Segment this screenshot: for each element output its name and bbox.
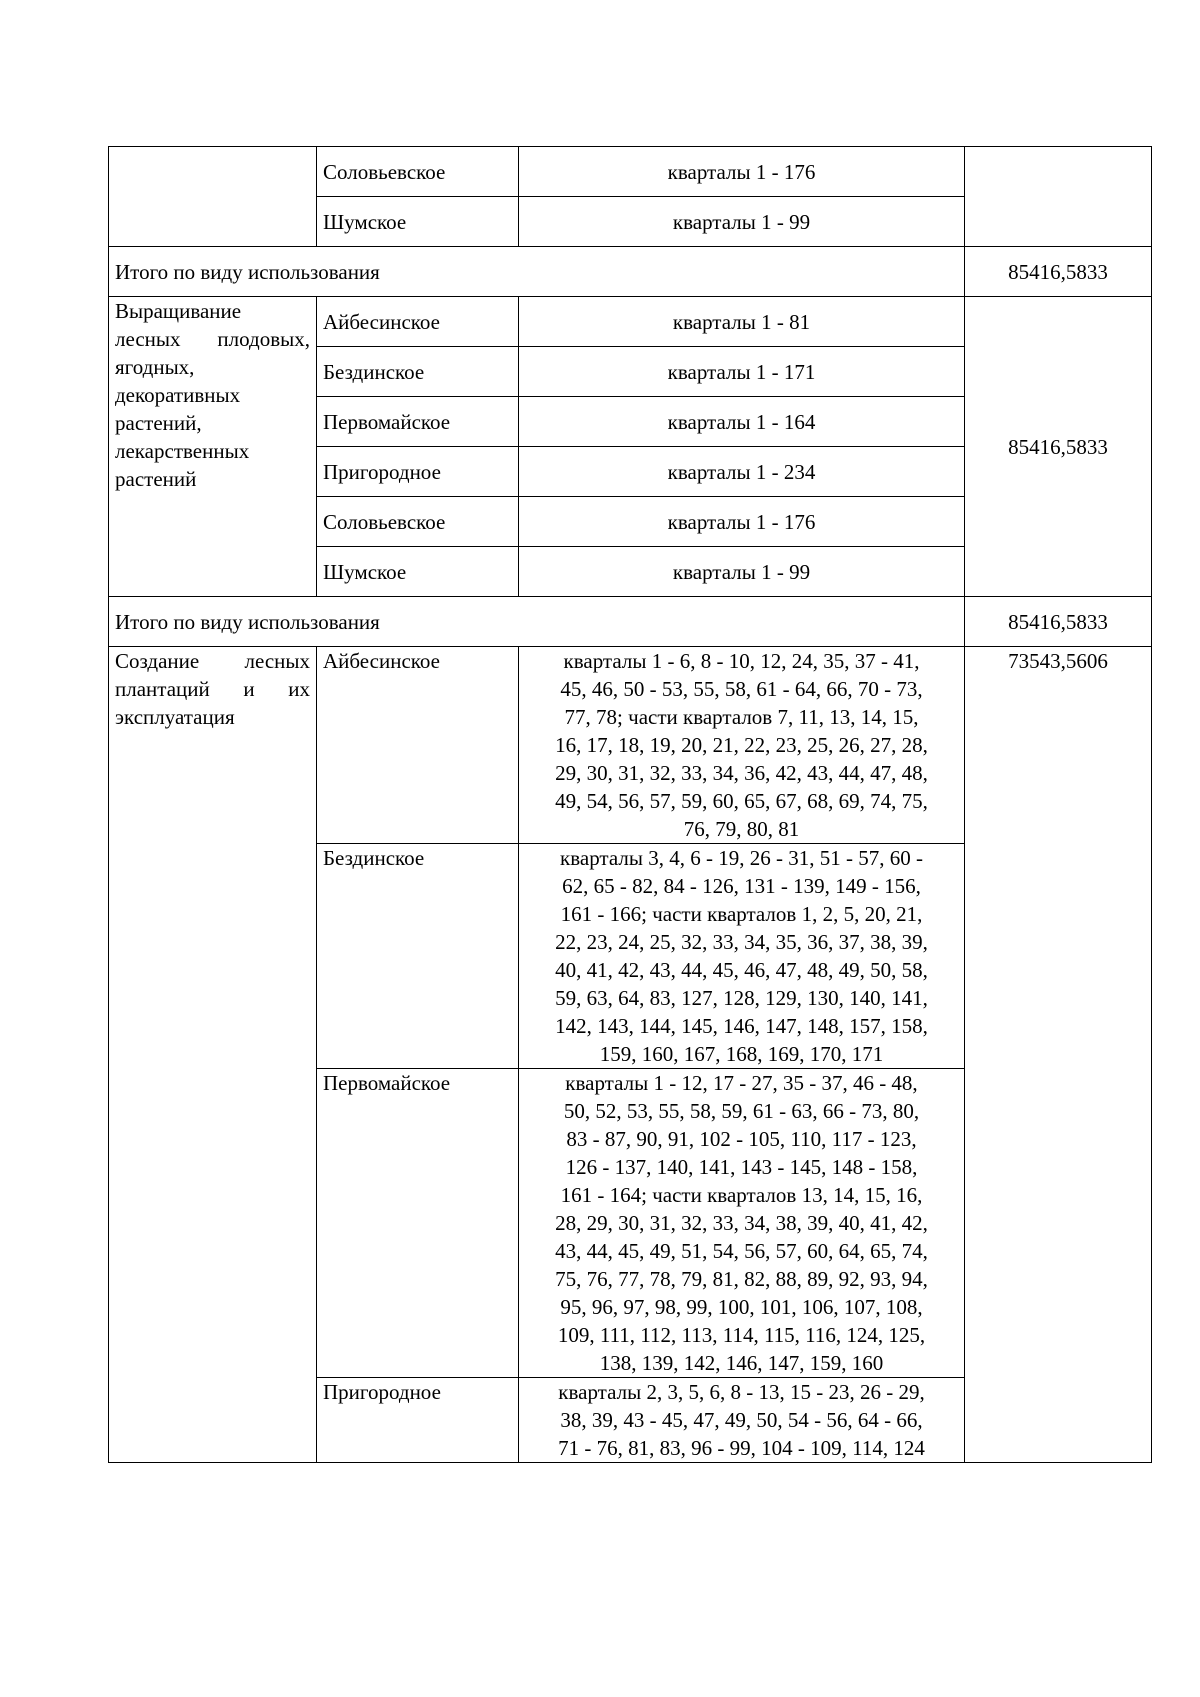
quarters-line: 126 - 137, 140, 141, 143 - 145, 148 - 158,: [565, 1155, 918, 1179]
quarters-line: 83 - 87, 90, 91, 102 - 105, 110, 117 - 123,: [566, 1127, 917, 1151]
quarters-line: 71 - 76, 81, 83, 96 - 99, 104 - 109, 114, 124: [558, 1436, 925, 1460]
quarters-line: 45, 46, 50 - 53, 55, 58, 61 - 64, 66, 70 - 73,: [560, 677, 923, 701]
area-cell-empty: [965, 147, 1152, 247]
total-label: Итого по виду использования: [109, 247, 965, 297]
table-row: [109, 297, 1152, 347]
forestry-cell: Первомайское: [317, 1069, 519, 1378]
quarters-cell: кварталы 1 - 81: [519, 297, 965, 347]
forestry-cell: Шумское: [317, 197, 519, 247]
forestry-cell: Бездинское: [317, 347, 519, 397]
quarters-line: кварталы 1 - 6, 8 - 10, 12, 24, 35, 37 - 41,: [563, 649, 920, 673]
quarters-line: 59, 63, 64, 83, 127, 128, 129, 130, 140, 141,: [555, 986, 928, 1010]
total-label: Итого по виду использования: [109, 597, 965, 647]
quarters-cell: кварталы 1 - 176: [519, 147, 965, 197]
area-cell: 85416,5833: [965, 297, 1152, 597]
quarters-line: 159, 160, 167, 168, 169, 170, 171: [599, 1042, 884, 1066]
quarters-line: 28, 29, 30, 31, 32, 33, 34, 38, 39, 40, 41, 42,: [555, 1211, 928, 1235]
use-cell-empty: [109, 147, 317, 247]
quarters-line: 50, 52, 53, 55, 58, 59, 61 - 63, 66 - 73, 80,: [563, 1099, 920, 1123]
quarters-cell: [519, 1069, 965, 1378]
quarters-line: 62, 65 - 82, 84 - 126, 131 - 139, 149 - 156,: [562, 874, 921, 898]
area-cell: 73543,5606: [965, 647, 1152, 1463]
forestry-cell: Соловьевское: [317, 147, 519, 197]
quarters-cell: кварталы 1 - 99: [519, 547, 965, 597]
forestry-cell: Соловьевское: [317, 497, 519, 547]
total-row: [109, 247, 1152, 297]
quarters-line: 161 - 164; части кварталов 13, 14, 15, 16,: [560, 1183, 923, 1207]
quarters-line: 38, 39, 43 - 45, 47, 49, 50, 54 - 56, 64 - 66,: [560, 1408, 923, 1432]
forestry-cell: Айбесинское: [317, 647, 519, 844]
forestry-cell: Бездинское: [317, 844, 519, 1069]
use-type-cell: Создание лесных плантаций и их эксплуатация: [109, 647, 317, 1463]
forestry-cell: Айбесинское: [317, 297, 519, 347]
quarters-cell: кварталы 1 - 176: [519, 497, 965, 547]
quarters-line: 75, 76, 77, 78, 79, 81, 82, 88, 89, 92, 93, 94,: [555, 1267, 928, 1291]
quarters-line: 95, 96, 97, 98, 99, 100, 101, 106, 107, 108,: [560, 1295, 923, 1319]
quarters-line: кварталы 3, 4, 6 - 19, 26 - 31, 51 - 57, 60 -: [560, 846, 923, 870]
quarters-cell: кварталы 1 - 234: [519, 447, 965, 497]
total-row: [109, 597, 1152, 647]
quarters-line: 142, 143, 144, 145, 146, 147, 148, 157, 158,: [555, 1014, 928, 1038]
quarters-line: кварталы 1 - 12, 17 - 27, 35 - 37, 46 - 48,: [565, 1071, 918, 1095]
quarters-line: 40, 41, 42, 43, 44, 45, 46, 47, 48, 49, 50, 58,: [555, 958, 928, 982]
quarters-cell: кварталы 1 - 171: [519, 347, 965, 397]
quarters-line: 29, 30, 31, 32, 33, 34, 36, 42, 43, 44, 47, 48,: [555, 761, 928, 785]
quarters-cell: [519, 647, 965, 844]
total-area: 85416,5833: [965, 597, 1152, 647]
forestry-cell: Пригородное: [317, 447, 519, 497]
quarters-line: 43, 44, 45, 49, 51, 54, 56, 57, 60, 64, 65, 74,: [555, 1239, 928, 1263]
quarters-line: 77, 78; части кварталов 7, 11, 13, 14, 15,: [564, 705, 919, 729]
quarters-line: 16, 17, 18, 19, 20, 21, 22, 23, 25, 26, 27, 28,: [555, 733, 928, 757]
quarters-line: 109, 111, 112, 113, 114, 115, 116, 124, 125,: [557, 1323, 926, 1347]
quarters-line: кварталы 2, 3, 5, 6, 8 - 13, 15 - 23, 26 - 29,: [558, 1380, 925, 1404]
quarters-line: 161 - 166; части кварталов 1, 2, 5, 20, 21,: [560, 902, 923, 926]
quarters-line: 22, 23, 24, 25, 32, 33, 34, 35, 36, 37, 38, 39,: [555, 930, 928, 954]
forestry-cell: Шумское: [317, 547, 519, 597]
quarters-cell: кварталы 1 - 164: [519, 397, 965, 447]
quarters-line: 76, 79, 80, 81: [683, 817, 800, 841]
forestry-cell: Первомайское: [317, 397, 519, 447]
quarters-cell: [519, 1378, 965, 1463]
quarters-cell: кварталы 1 - 99: [519, 197, 965, 247]
quarters-cell: [519, 844, 965, 1069]
forest-use-table: [108, 146, 1152, 1463]
use-type-cell: Выращивание лесных плодовых, ягодных, декоративных растений, лекарственных растений: [109, 297, 317, 597]
total-area: 85416,5833: [965, 247, 1152, 297]
table-row: [109, 647, 1152, 844]
table-row: [109, 147, 1152, 197]
quarters-line: 138, 139, 142, 146, 147, 159, 160: [599, 1351, 884, 1375]
forestry-cell: Пригородное: [317, 1378, 519, 1463]
quarters-line: 49, 54, 56, 57, 59, 60, 65, 67, 68, 69, 74, 75,: [555, 789, 928, 813]
